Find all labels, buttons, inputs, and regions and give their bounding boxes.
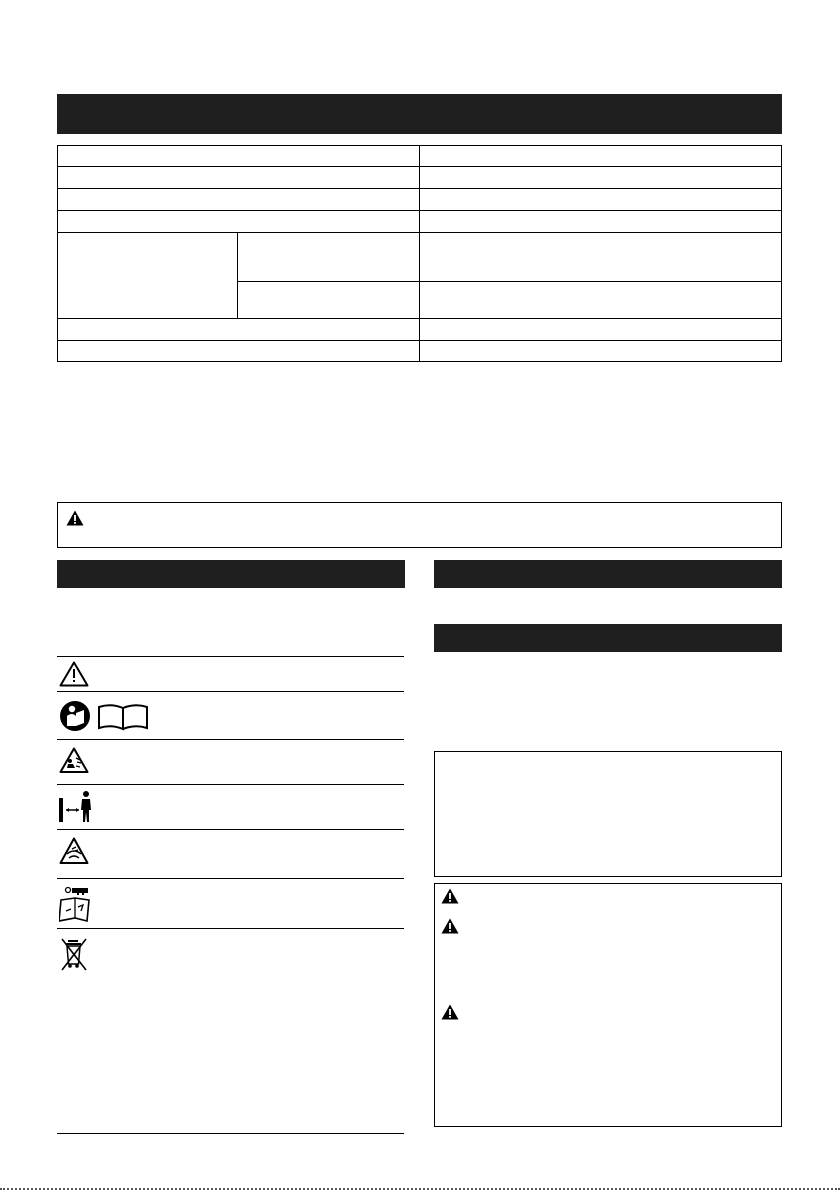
safety-warnings-box: [434, 883, 782, 1127]
warning-triangle-icon: [441, 918, 459, 934]
flying-debris-icon: [59, 747, 89, 774]
symbol-row: [57, 739, 404, 785]
symbol-row: [57, 784, 404, 830]
symbols-section-header: [57, 560, 405, 588]
warning-box: [57, 502, 782, 548]
thrown-objects-icon: [59, 837, 89, 865]
symbol-row: [57, 691, 404, 740]
note-box: [434, 751, 782, 877]
symbol-row: [57, 878, 404, 929]
warning-triangle-icon: [66, 510, 84, 526]
read-manual-icon: [59, 699, 151, 733]
page-header-bar: [57, 94, 782, 134]
keep-distance-icon: [59, 790, 93, 824]
page-bottom-edge: [0, 1188, 840, 1190]
symbol-row: [57, 829, 404, 879]
warning-triangle-icon: [441, 888, 459, 904]
warning-triangle-icon: [441, 1004, 459, 1020]
remove-key-icon: [59, 885, 91, 923]
symbol-row: [57, 656, 404, 692]
wheelie-bin-crossed-icon: [61, 937, 89, 971]
specification-table: [57, 145, 782, 362]
right-section-header-2: [434, 624, 782, 652]
general-warning-icon: [59, 661, 89, 687]
symbol-row: [57, 928, 404, 1134]
right-section-header-1: [434, 560, 782, 588]
